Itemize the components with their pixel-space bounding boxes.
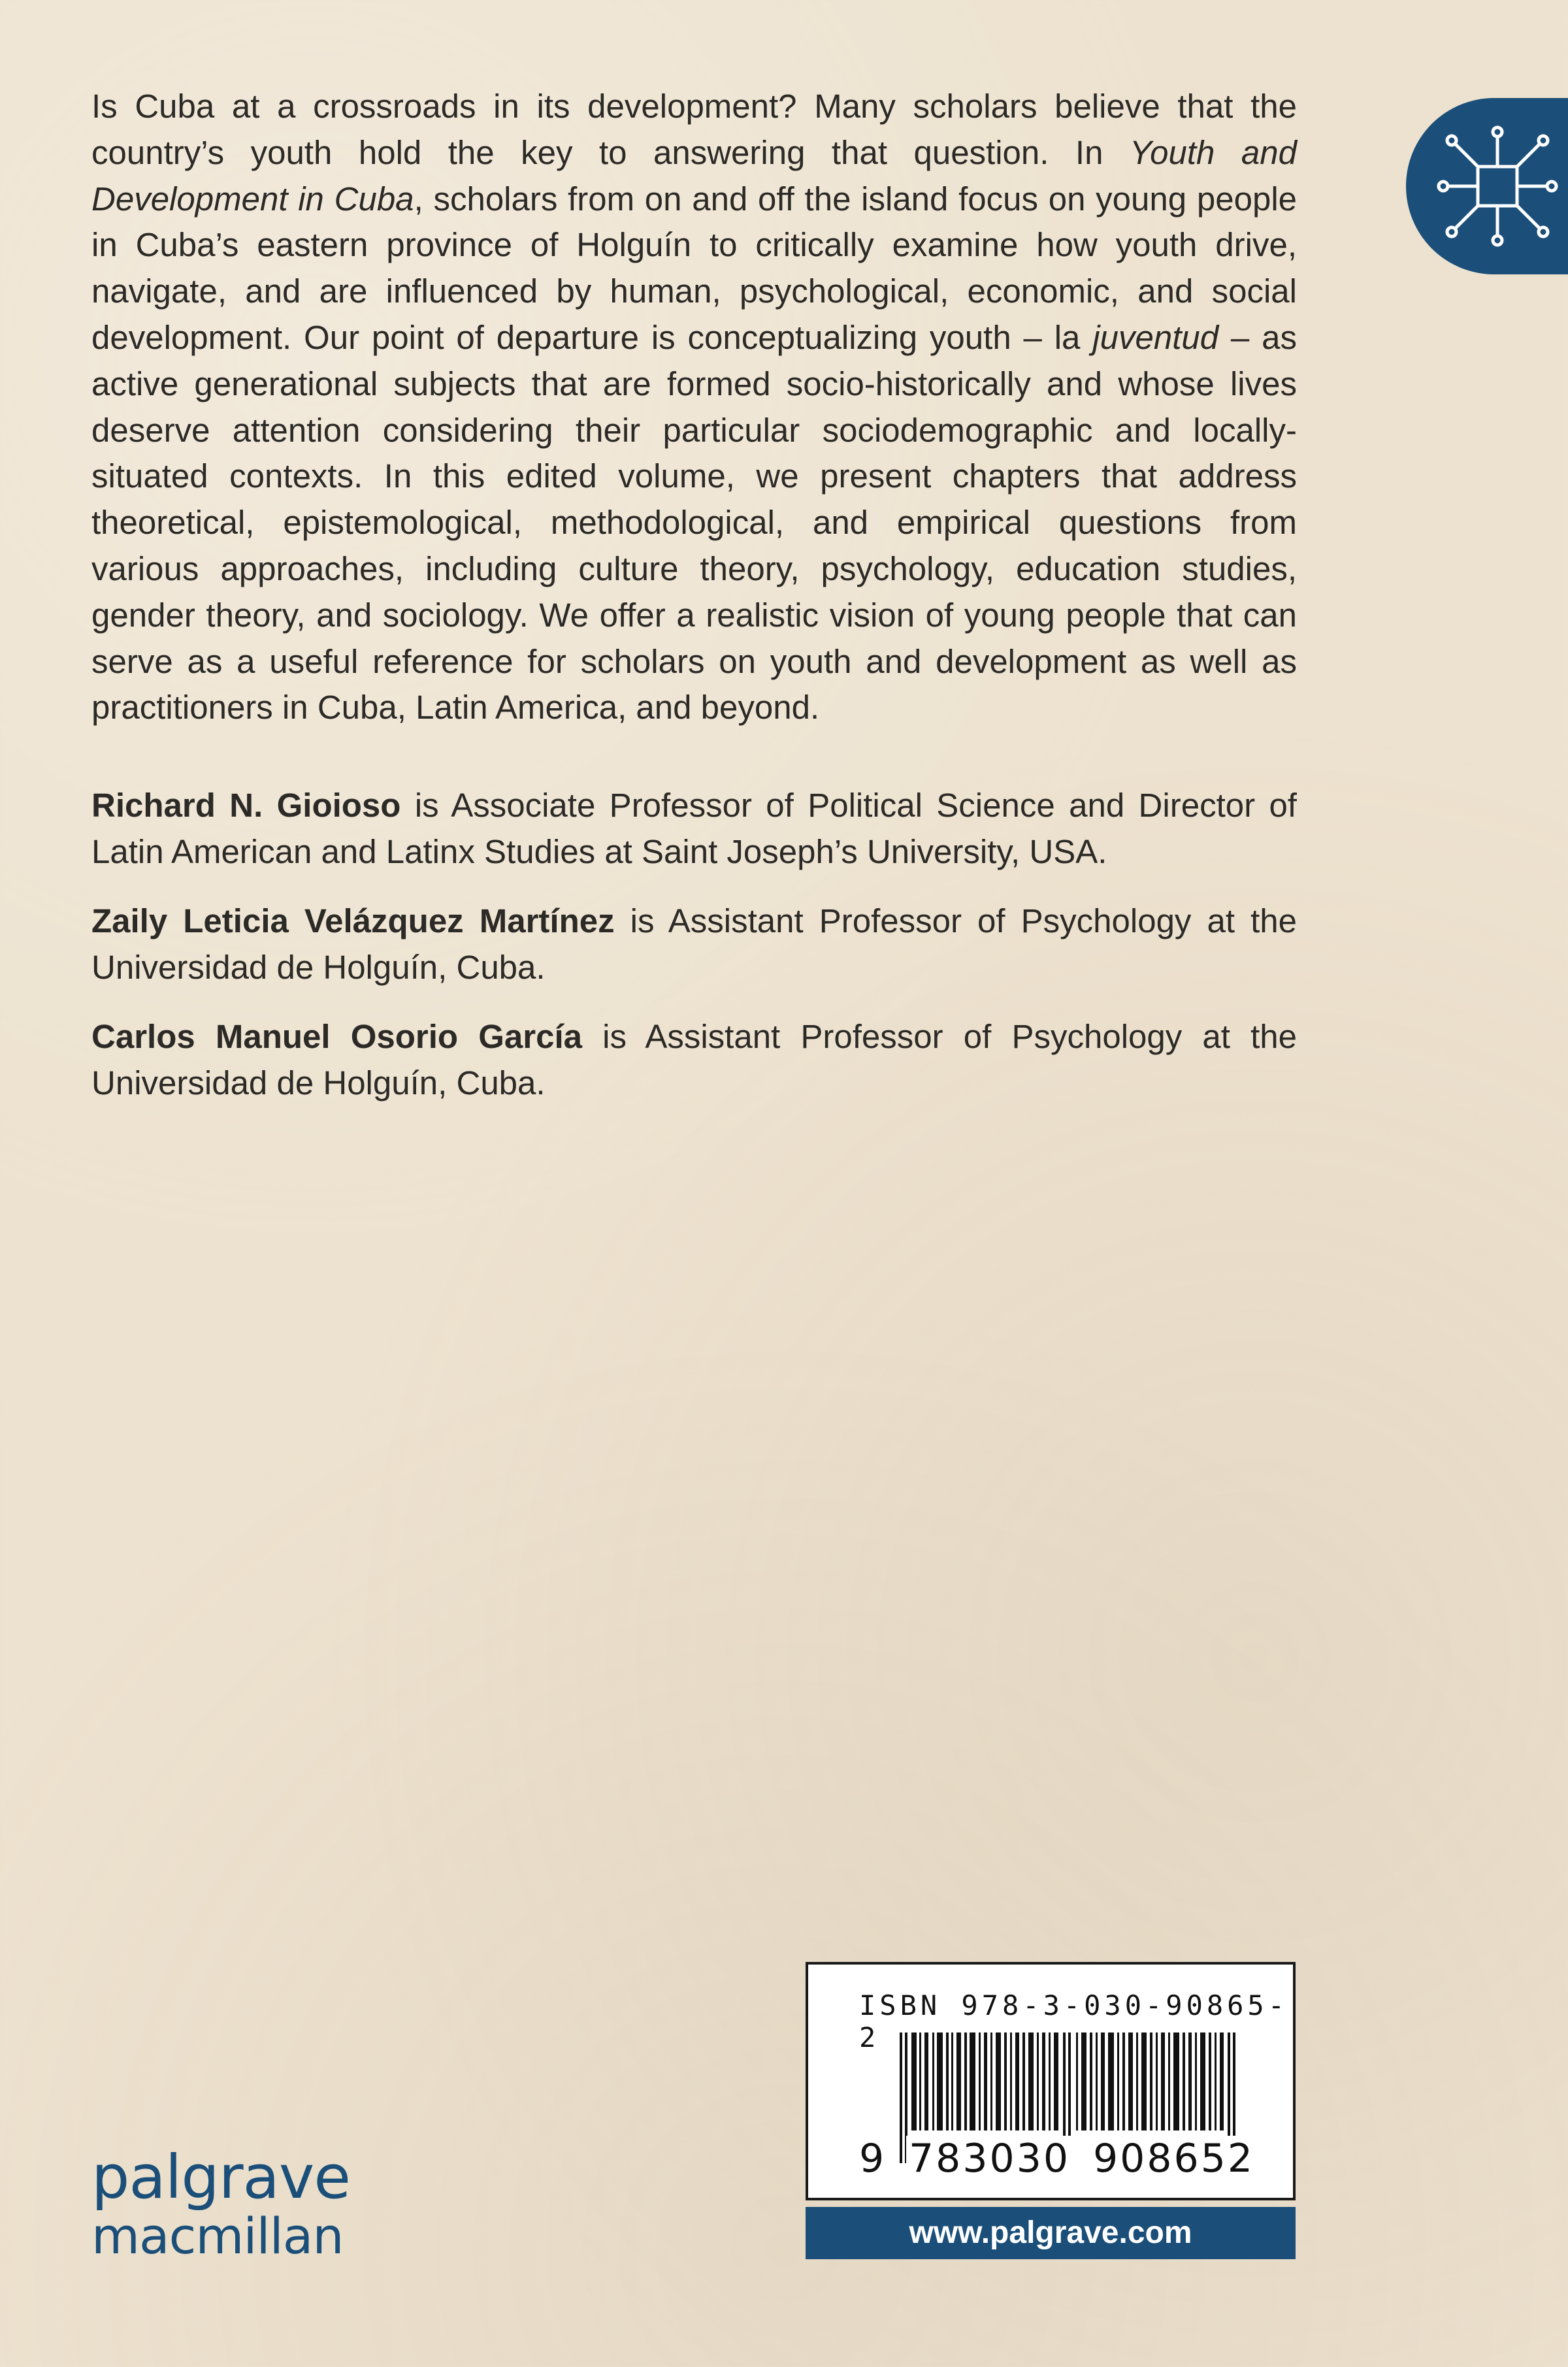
author-description-3: is Assistant Professor of Psychology at the Universidad de Holguín, Cuba. <box>91 1018 1297 1102</box>
author-description-1: is Associate Professor of Political Science and Director of Latin American and Latinx Studies at Saint Joseph’s University, USA. <box>91 787 1297 870</box>
series-tab <box>1406 98 1568 274</box>
publisher-url-bar <box>806 2207 1296 2259</box>
barcode-lead-digit: 9 <box>859 2136 885 2181</box>
barcode-left-digits: 783030 <box>906 2136 1073 2181</box>
logo-macmillan: macmillan <box>91 2207 344 2265</box>
author-description-2: is Assistant Professor of Psychology at the Universidad de Holguín, Cuba. <box>91 902 1297 986</box>
juventud-italic: juventud <box>1092 318 1219 356</box>
blurb-text-3: – as active generational subjects that are formed socio-historically and whose lives deserve attention considering their particular sociodemographic and locally-situated contexts. In this edited volume, we present chapters that address theoretical, epistemological, methodological, and empirical questions from various approaches, including culture theory, psychology, education studies, gender theory, and sociology. We offer a realistic vision of young people that can serve as a useful reference for scholars on youth and development as well as practitioners in Cuba, Latin America, and beyond. <box>91 318 1297 726</box>
author-name-3: Carlos Manuel Osorio García <box>91 1018 582 1055</box>
isbn-label: ISBN 978-3-030-90865-2 <box>859 1989 1289 2053</box>
author-name-2: Zaily Leticia Velázquez Martínez <box>91 902 615 939</box>
author-bio-2 <box>91 898 1297 991</box>
network-node-icon <box>1435 124 1560 248</box>
logo-palgrave: palgrave <box>91 2142 350 2212</box>
author-bio-3 <box>91 1014 1297 1107</box>
book-title-italic: Youth and Development in Cuba <box>91 133 1297 218</box>
author-bio-1 <box>91 783 1297 875</box>
isbn-barcode-box <box>806 1962 1296 2200</box>
blurb-text-2: , scholars from on and off the island focus on young people in Cuba’s eastern province of Holguín to critically examine how youth drive, navigate, and are influenced by human, psychological, economic, and social development. Our point of departure is conceptualizing youth – la <box>91 180 1298 356</box>
publisher-url: www.palgrave.com <box>909 2215 1192 2250</box>
cover-blurb <box>91 84 1297 731</box>
palgrave-macmillan-logo <box>91 2142 350 2265</box>
blurb-text-1: Is Cuba at a crossroads in its development? Many scholars believe that the country’s youth hold the key to answering that question. In <box>91 88 1297 171</box>
barcode-right-digits: 908652 <box>1090 2136 1257 2181</box>
author-name-1: Richard N. Gioioso <box>91 787 401 824</box>
